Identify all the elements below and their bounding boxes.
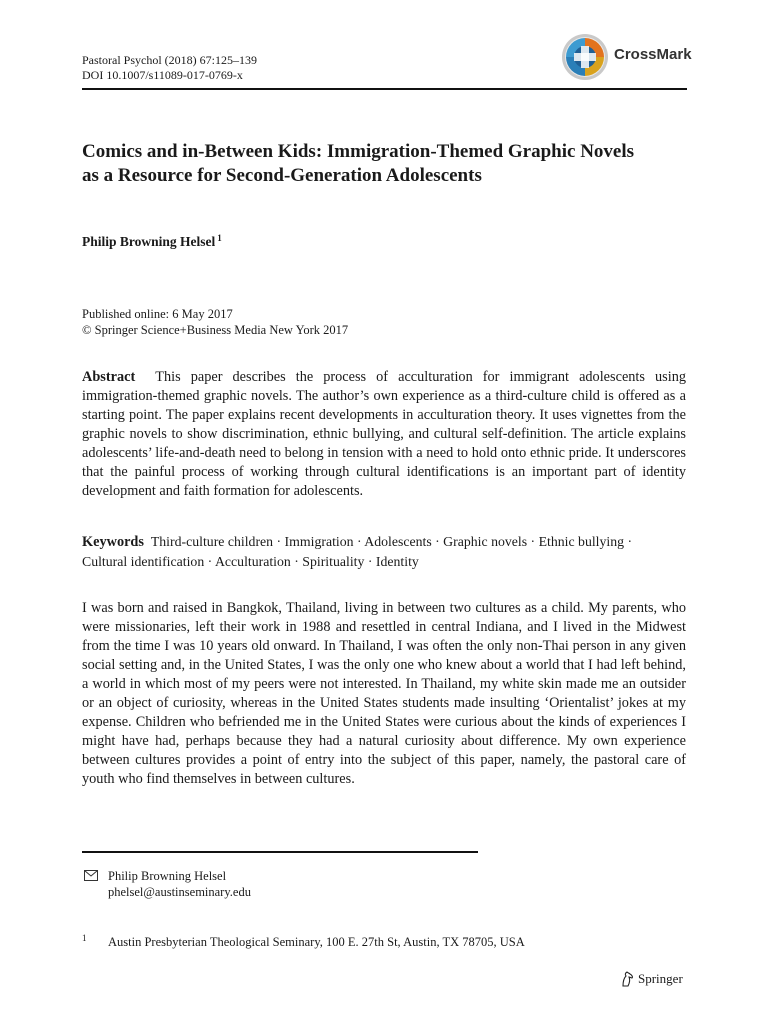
author-affiliation-mark: 1 xyxy=(217,233,222,243)
keywords xyxy=(82,532,692,571)
contact-email[interactable]: phelsel@austinseminary.edu xyxy=(108,885,251,899)
envelope-icon xyxy=(84,869,98,886)
article-title: Comics and in-Between Kids: Immigration-Themed Graphic Novels as a Resource for Second-Generation Adolescents xyxy=(82,141,635,186)
doi-line: DOI 10.1007/s11089-017-0769-x xyxy=(82,68,243,82)
abstract-text: This paper describes the process of acculturation for immigrant adolescents using immigration-themed graphic novels. The author’s own experience as a third-culture child is offered as a starting point. The paper explains recent developments in acculturation theory. It uses vignettes from the graphic novels to show discrimination, ethnic bullying, and cultural self-definition. The article explains adolescents’ life-and-death need to belong in tension with a need to hold onto ethnic pride. It underscores that the painful process of working through cultural identifications is an important part of identity development and faith formation for adolescents. xyxy=(82,369,686,499)
keywords-line1: Third-culture children · Immigration · Adolescents · Graphic novels · Ethnic bullying · xyxy=(150,534,633,549)
published-online: Published online: 6 May 2017 xyxy=(82,307,233,321)
crossmark-logo[interactable] xyxy=(560,32,610,82)
springer-horse-icon xyxy=(620,971,634,987)
affiliation-mark: 1 xyxy=(82,933,87,943)
author-name xyxy=(82,233,222,250)
author-name-text: Philip Browning Helsel xyxy=(82,234,216,249)
crossmark-icon xyxy=(560,32,610,82)
contact-name: Philip Browning Helsel xyxy=(108,869,227,883)
publisher-name: Springer xyxy=(638,971,683,986)
copyright-line: © Springer Science+Business Media New York 2017 xyxy=(82,323,349,337)
affiliation-text: Austin Presbyterian Theological Seminary, 100 E. 27th St, Austin, TX 78705, USA xyxy=(108,935,525,949)
keywords-line2: Cultural identification · Acculturation · Spirituality · Identity xyxy=(82,554,419,569)
crossmark-label[interactable]: CrossMark xyxy=(614,46,692,63)
header-rule xyxy=(82,88,687,90)
journal-citation: Pastoral Psychol (2018) 67:125–139 xyxy=(82,53,257,67)
publisher-logo xyxy=(620,971,683,987)
keywords-label: Keywords xyxy=(82,534,144,550)
abstract-label: Abstract xyxy=(82,369,136,385)
footnote-rule xyxy=(82,851,478,853)
body-paragraph: I was born and raised in Bangkok, Thailand, living in between two cultures as a child. My parents, who were missionaries, left their work in 1988 and resettled in central Indiana, and I lived in the Midwest from the time I was 10 years old onward. In Thailand, I was often the only non-Thai person in any given social setting and, in the United States, I was the only one who knew about a world that I had left behind, a world in which most of my peers were not interested. In Thailand, my white skin made me an outsider or an object of curiosity, whereas in the United States students made insulting ‘Orientalist’ jokes at my expense. Children who befriended me in the United States were curious about the kinds of experiences I might have had, perhaps because they had a natural curiosity about difference. My own experience between cultures provides a point of entry into the subject of this paper, namely, the pastoral care of youth who find themselves in between cultures. xyxy=(82,600,686,787)
abstract xyxy=(82,368,686,501)
publication-info xyxy=(82,306,348,338)
